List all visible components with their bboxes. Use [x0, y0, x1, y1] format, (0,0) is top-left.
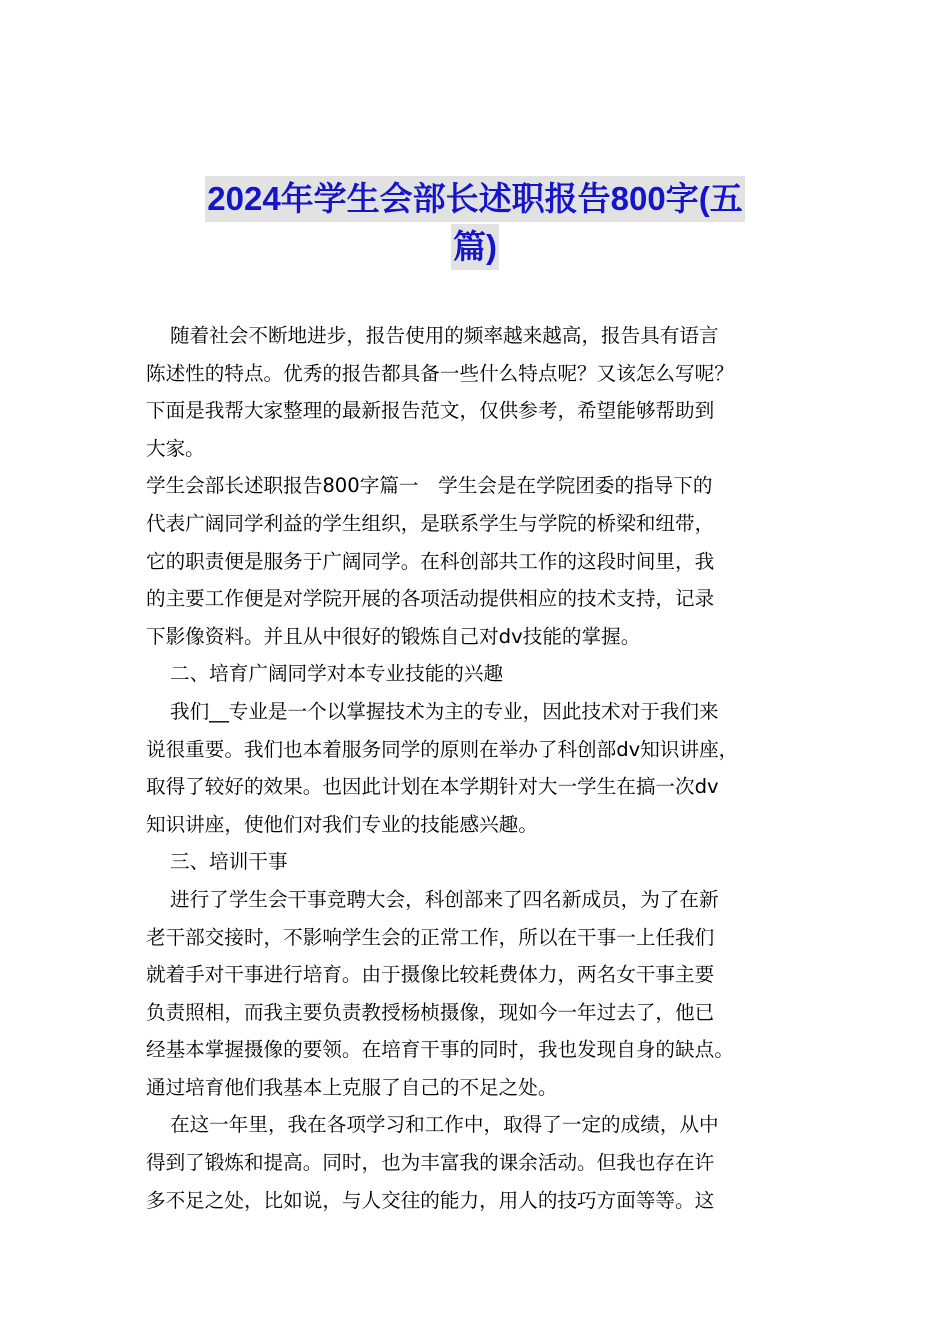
body-line: 它的职责便是服务于广阔同学。在科创部共工作的这段时间里，我 [146, 549, 715, 573]
body-line: 随着社会不断地进步，报告使用的频率越来越高，报告具有语言 [170, 324, 719, 347]
document-body [146, 317, 810, 1219]
body-line: 说很重要。我们也本着服务同学的原则在举办了科创部dv知识讲座， [146, 737, 739, 761]
body-line: 知识讲座，使他们对我们专业的技能感兴趣。 [146, 812, 538, 836]
body-line: 下影像资料。并且从中很好的锻炼自己对dv技能的掌握。 [146, 624, 641, 648]
body-line: 经基本掌握摄像的要领。在培育干事的同时，我也发现自身的缺点。 [146, 1038, 734, 1062]
body-line: 进行了学生会干事竞聘大会，科创部来了四名新成员，为了在新 [170, 887, 719, 911]
title-line-2: 篇) [451, 224, 499, 270]
body-line: 陈述性的特点。优秀的报告都具备一些什么特点呢？又该怎么写呢？ [146, 361, 734, 385]
body-line: 的主要工作便是对学院开展的各项活动提供相应的技术支持，记录 [146, 587, 715, 611]
body-line: 负责照相，而我主要负责教授杨桢摄像，现如今一年过去了，他已 [146, 1000, 715, 1024]
document-title [140, 176, 810, 270]
section-heading: 二、培育广阔同学对本专业技能的兴趣 [170, 662, 504, 686]
body-line: 下面是我帮大家整理的最新报告范文，仅供参考，希望能够帮助到 [146, 399, 715, 423]
body-line: 通过培育他们我基本上克服了自己的不足之处。 [146, 1075, 558, 1099]
body-line: 学生会部长述职报告800字篇一 学生会是在学院团委的指导下的 [146, 474, 713, 498]
body-line: 代表广阔同学利益的学生组织，是联系学生与学院的桥梁和纽带， [146, 511, 715, 535]
body-line: 就着手对干事进行培育。由于摄像比较耗费体力，两名女干事主要 [146, 963, 715, 987]
title-line-1: 2024年学生会部长述职报告800字(五 [205, 176, 744, 222]
body-line: 多不足之处，比如说，与人交往的能力，用人的技巧方面等等。这 [146, 1188, 715, 1212]
body-line: 老干部交接时，不影响学生会的正常工作，所以在干事一上任我们 [146, 925, 715, 949]
body-line: 得到了锻炼和提高。同时，也为丰富我的课余活动。但我也存在许 [146, 1151, 715, 1175]
body-line: 在这一年里，我在各项学习和工作中，取得了一定的成绩，从中 [170, 1113, 719, 1137]
body-line: 我们__专业是一个以掌握技术为主的专业，因此技术对于我们来 [170, 699, 719, 723]
body-line: 取得了较好的效果。也因此计划在本学期针对大一学生在搞一次dv [146, 775, 719, 799]
section-heading: 三、培训干事 [170, 850, 288, 874]
body-line: 大家。 [146, 436, 205, 460]
